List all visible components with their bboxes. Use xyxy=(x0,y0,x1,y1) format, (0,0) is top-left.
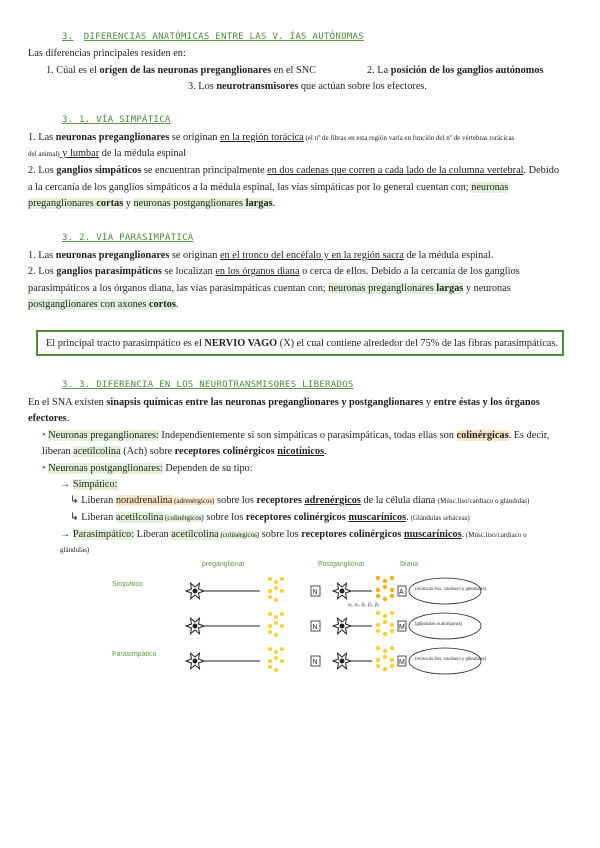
nt-dot-0-2 xyxy=(390,576,394,580)
label-simpatico: Simpático xyxy=(112,581,143,588)
ans-pathway-diagram xyxy=(110,558,530,683)
nt-dot-1-0 xyxy=(376,611,380,615)
s32-line-4: postganglionares con axones cortos. xyxy=(28,299,179,310)
s31-line-3: 2. Los ganglios simpáticos se encuentran principalmente en dos cadenas que corren a cada lado de la columna vertebral. Debido xyxy=(28,165,559,176)
nt-dot-0-7 xyxy=(383,597,387,601)
post-neuron-0-nucleus xyxy=(340,589,345,594)
nt-dot-0-0 xyxy=(376,576,380,580)
section-3-title: 3. DIFERENCIAS ANATÓMICAS ENTRE LAS V. ÍAS AUTÓNOMAS xyxy=(62,32,364,42)
pre-neuron-0-nucleus xyxy=(193,589,198,594)
ach-dot-2-1 xyxy=(274,650,278,654)
ach-dot-2-2 xyxy=(280,647,284,651)
nicotinic-label-1: N xyxy=(312,624,318,631)
label-preganglionar: preganglionar xyxy=(202,561,245,568)
s33-parasimpatico: → Parasimpático: Liberan acetilcolina (colinérgicos) sobre los receptores colinérgicos muscarínicos. (Músc.liso/cardiaco o xyxy=(60,529,527,540)
pathway-rows xyxy=(186,576,487,674)
section-3-2-title: 3. 2. VÍA PARASIMPÁTICA xyxy=(62,233,194,243)
ach-dot-0-1 xyxy=(274,580,278,584)
vagus-nerve-text: El principal tracto parasimpático es el NERVIO VAGO (X) el cual contiene alrededor del 75% de las fibras parasimpáticas. xyxy=(46,338,558,349)
s32-line-1: 1. Las neuronas preganglionares se originan en el tronco del encéfalo y en la región sacra de la médula espinal. xyxy=(28,250,494,261)
s32-line-3: parasimpáticos a los órganos diana, las vías parasimpáticas cuentan con; neuronas preganglionares largas y neuronas xyxy=(28,283,511,294)
ach-dot-0-4 xyxy=(274,586,278,590)
ach-dot-1-3 xyxy=(268,624,272,628)
target-receptor-label-2: M xyxy=(399,659,405,666)
target-note-2: (músculo liso, cardiaco y glándulas) xyxy=(415,656,487,661)
nt-dot-0-3 xyxy=(376,588,380,592)
nt-dot-1-7 xyxy=(383,632,387,636)
target-cell-2 xyxy=(409,648,481,674)
label-diana: Diana xyxy=(400,561,419,568)
nt-dot-2-7 xyxy=(383,667,387,671)
s33-bullet-1-line-2: liberan acetilcolina (Ach) sobre receptores colinérgicos nicotínicos. xyxy=(42,446,327,457)
nicotinic-label-0: N xyxy=(312,589,318,596)
ach-dot-0-2 xyxy=(280,577,284,581)
ach-dot-1-6 xyxy=(268,630,272,634)
s33-parasimpatico-line-2: glándulas) xyxy=(60,546,90,554)
nt-dot-1-6 xyxy=(376,629,380,633)
target-note-1: (glándulas sudoríparas) xyxy=(415,621,463,626)
nt-dot-1-4 xyxy=(383,620,387,624)
target-cell-1 xyxy=(409,613,481,639)
target-receptor-label-0: A xyxy=(399,589,404,596)
ach-dot-2-4 xyxy=(274,656,278,660)
s33-simpatico: → Simpático: xyxy=(60,479,118,490)
nt-dot-1-1 xyxy=(383,614,387,618)
nt-dot-2-3 xyxy=(376,658,380,662)
s33-line-2: efectores. xyxy=(28,413,70,424)
target-note-0: (músculo liso, cardiaco y glándulas) xyxy=(415,586,487,591)
ach-dot-0-3 xyxy=(268,589,272,593)
ach-dot-0-5 xyxy=(280,589,284,593)
nt-dot-1-3 xyxy=(376,623,380,627)
nt-dot-2-6 xyxy=(376,664,380,668)
ach-dot-2-7 xyxy=(274,668,278,672)
s32-line-2: 2. Los ganglios parasimpáticos se localizan en los órganos diana o cerca de ellos. Debido a la cercanía de los ganglios xyxy=(28,266,520,277)
s33-line-1: En el SNA existen sinapsis químicas entre las neuronas preganglionares y postganglionares y entre éstas y los órganos xyxy=(28,397,540,408)
s33-simpatico-sub-2: ↳ Liberan acetilcolina (colinérgicos) sobre los receptores colinérgicos muscarínicos. (Glándulas sebáceas) xyxy=(70,512,470,523)
section-3-intro: Las diferencias principales residen en: xyxy=(28,48,186,59)
target-receptor-label-1: M xyxy=(399,624,405,631)
pre-neuron-1-nucleus xyxy=(193,624,198,629)
s33-bullet-1: • Neuronas preganglionares: Independientemente si son simpáticas o parasimpáticas, todas ellas son colinérgicas. Es decir, xyxy=(42,430,550,441)
nicotinic-label-2: N xyxy=(312,659,318,666)
section-3-1-title: 3. 1. VÍA SIMPÁTICA xyxy=(62,115,171,125)
ach-dot-0-7 xyxy=(274,598,278,602)
ach-dot-1-4 xyxy=(274,621,278,625)
post-neuron-1-nucleus xyxy=(340,624,345,629)
adrenergic-subtypes: α₁, α₂, β₁, β₂, β₃ xyxy=(348,602,380,607)
nt-dot-2-5 xyxy=(390,658,394,662)
ach-dot-2-0 xyxy=(268,647,272,651)
pre-neuron-2-nucleus xyxy=(193,659,198,664)
s31-line-1: 1. Las neuronas preganglionares se originan en la región torácica (el nº de fibras en esta región varía en función del nº de vértebras torácicas xyxy=(28,132,515,143)
nt-dot-2-0 xyxy=(376,646,380,650)
section-3-item-1: 1. Cúal es el origen de las neuronas preganglionares en el SNC xyxy=(46,65,317,76)
ach-dot-1-0 xyxy=(268,612,272,616)
ach-dot-0-6 xyxy=(268,595,272,599)
nt-dot-1-8 xyxy=(390,629,394,633)
nt-dot-0-6 xyxy=(376,594,380,598)
ach-dot-1-7 xyxy=(274,633,278,637)
ach-dot-2-6 xyxy=(268,665,272,669)
section-3-3-title: 3. 3. DIFERENCIA EN LOS NEUROTRANSMISORES LIBERADOS xyxy=(62,380,354,390)
ach-dot-0-0 xyxy=(268,577,272,581)
s33-bullet-2: • Neuronas postganglionares: Dependen de su tipo: xyxy=(42,463,253,474)
ach-dot-1-2 xyxy=(280,612,284,616)
ach-dot-2-3 xyxy=(268,659,272,663)
nt-dot-1-2 xyxy=(390,611,394,615)
target-cell-0 xyxy=(409,578,481,604)
ach-dot-1-5 xyxy=(280,624,284,628)
nt-dot-2-8 xyxy=(390,664,394,668)
nt-dot-0-1 xyxy=(383,579,387,583)
nt-dot-2-1 xyxy=(383,649,387,653)
label-postganglionar: Postganglionar xyxy=(318,561,365,568)
section-3-item-3: 3. Los neurotransmisores que actúan sobre los efectores. xyxy=(188,81,427,92)
nt-dot-2-4 xyxy=(383,655,387,659)
post-neuron-2-nucleus xyxy=(340,659,345,664)
s31-line-4: a la cercanía de los ganglios simpáticos a la médula espinal, las vías simpáticas por lo general cuentan con; neuronas xyxy=(28,182,509,193)
section-3-item-2: 2. La posición de los ganglios autónomos xyxy=(367,65,544,76)
ach-dot-2-5 xyxy=(280,659,284,663)
label-parasimpatico: Parasimpático xyxy=(112,651,157,658)
s31-line-5: preganglionares cortas y neuronas postganglionares largas. xyxy=(28,198,276,209)
nt-dot-0-5 xyxy=(390,588,394,592)
ach-dot-1-1 xyxy=(274,615,278,619)
nt-dot-2-2 xyxy=(390,646,394,650)
s31-line-2: del animal) y lumbar de la médula espinal xyxy=(28,148,187,159)
nt-dot-1-5 xyxy=(390,623,394,627)
nt-dot-0-8 xyxy=(390,594,394,598)
s33-simpatico-sub-1: ↳ Liberan noradrenalina (adrenérgicos) sobre los receptores adrenérgicos de la célula diana (Músc.liso/cardiaco o glándulas) xyxy=(70,495,530,506)
nt-dot-0-4 xyxy=(383,585,387,589)
